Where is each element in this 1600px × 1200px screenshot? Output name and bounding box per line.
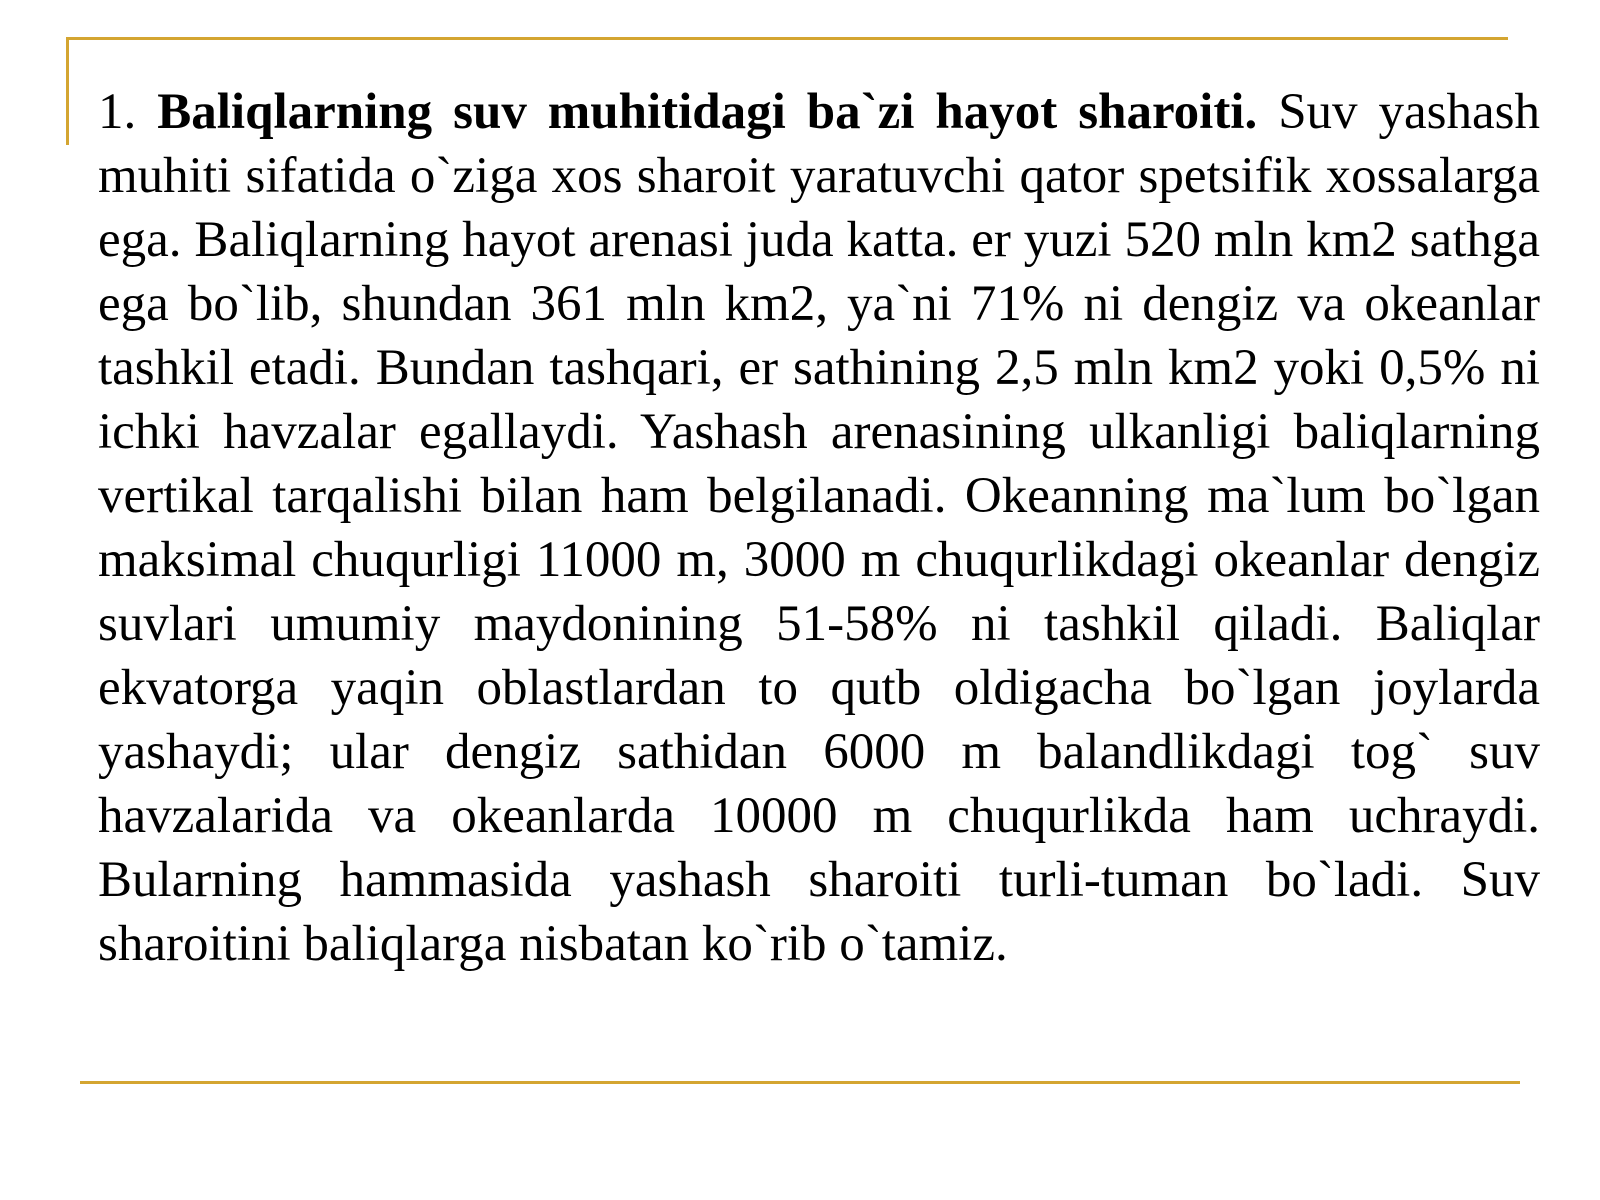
slide-body-text — [98, 80, 1540, 976]
bottom-border-line — [80, 1081, 1520, 1084]
item-number: 1. — [98, 84, 158, 140]
paragraph-text: Suv yashash muhiti sifatida o`ziga xos sharoit yaratuvchi qator spetsifik xossalarga ega. Baliqlarning hayot arenasi juda katta. er yuzi 520 mln km2 sathga ega bo`lib, shundan 361 mln km2, ya`ni 71% ni dengiz va okeanlar tashkil etadi. Bundan tashqari, er sathining 2,5 mln km2 yoki 0,5% ni ichki havzalar egallaydi. Yashash arenasining ulkanligi baliqlarning vertikal tarqalishi bilan ham belgilanadi. Okeanning ma`lum bo`lgan maksimal chuqurligi 11000 m, 3000 m chuqurlikdagi okeanlar dengiz suvlari umumiy maydonining 51-58% ni tashkil qiladi. Baliqlar ekvatorga yaqin oblastlardan to qutb oldigacha bo`lgan joylarda yashaydi; ular dengiz sathidan 6000 m balandlikdagi tog` suv havzalarida va okeanlarda 10000 m chuqurlikda ham uchraydi. Bularning hammasida yashash sharoiti turli-tuman bo`ladi. Suv sharoitini baliqlarga nisbatan ko`rib o`tamiz. — [98, 84, 1540, 972]
left-border-accent — [66, 37, 69, 145]
top-border-line — [66, 37, 1508, 40]
section-heading: Baliqlarning suv muhitidagi ba`zi hayot sharoiti. — [157, 84, 1258, 140]
